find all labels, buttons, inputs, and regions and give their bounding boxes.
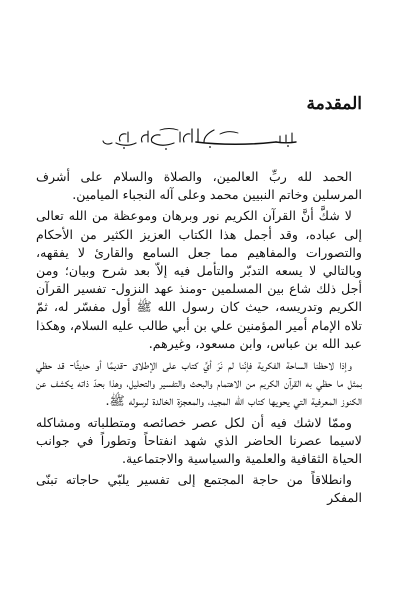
paragraph: وممّا لاشك فيه أن لكل عصر خصائصه ومتطلباته ومشاكله لاسيما عصرنا الحاضر الذي شهد انفتاحاً وتطوراً في جوانب الحياة الثقافية والعلمية والسياسية والاجتماعية.: [36, 414, 362, 467]
paragraph: وانطلاقاً من حاجة المجتمع إلى تفسير يلبّي حاجاته تبنّى المفكر: [36, 472, 362, 506]
paragraph: لا شكَّ أنَّ القرآن الكريم نور وبرهان وموعظة من الله تعالى إلى عباده، وقد أجمل هذا الكتاب العزيز الكثير من الأحكام والتصورات والمفاهيم مما جعل السامع والقارئ لا يفقهه، وبالتالي لا يسعه التدبّر والتأمل فيه إلاّ بعد شرح وبيان؛ ومن أجل ذلك شاع بين المسلمين -ومنذ عهد النزول- تفسير القرآن الكريم وتدريسه، حيث كان رسول الله ﷺ أول مفسّر له، ثمّ تلاه الإمام أمير المؤمنين علي بن أبي طالب عليه السلام، وهكذا عبد الله بن عباس، وابن مسعود، وغيرهم.: [36, 208, 362, 351]
paragraph: وإذا لاحظنا الساحة الفكرية فإنّنا لم نَرَ أيَّ كتاب على الإطلاق -قديمًا أو حديثًا- قد حظي بمثل ما حظي به القرآن الكريم من الاهتمام والبحث والتفسير والتحليل، وهذا بحدّ ذاته يكشف عن الكنوز المعرفية التي يحويها كتاب الله المجيد، والمعجزة الخالدة لرسوله ﷺ.: [36, 357, 362, 409]
body-text: [36, 168, 362, 508]
page-title: المقدمة: [306, 94, 362, 114]
basmala-calligraphy: [100, 124, 300, 152]
paragraph: الحمد لله ربِّ العالمين، والصلاة والسلام على أشرف المرسلين وخاتم النبيين محمد وعلى آله النجباء الميامين.: [36, 169, 362, 203]
basmala-calligraphy-icon: [100, 124, 300, 152]
